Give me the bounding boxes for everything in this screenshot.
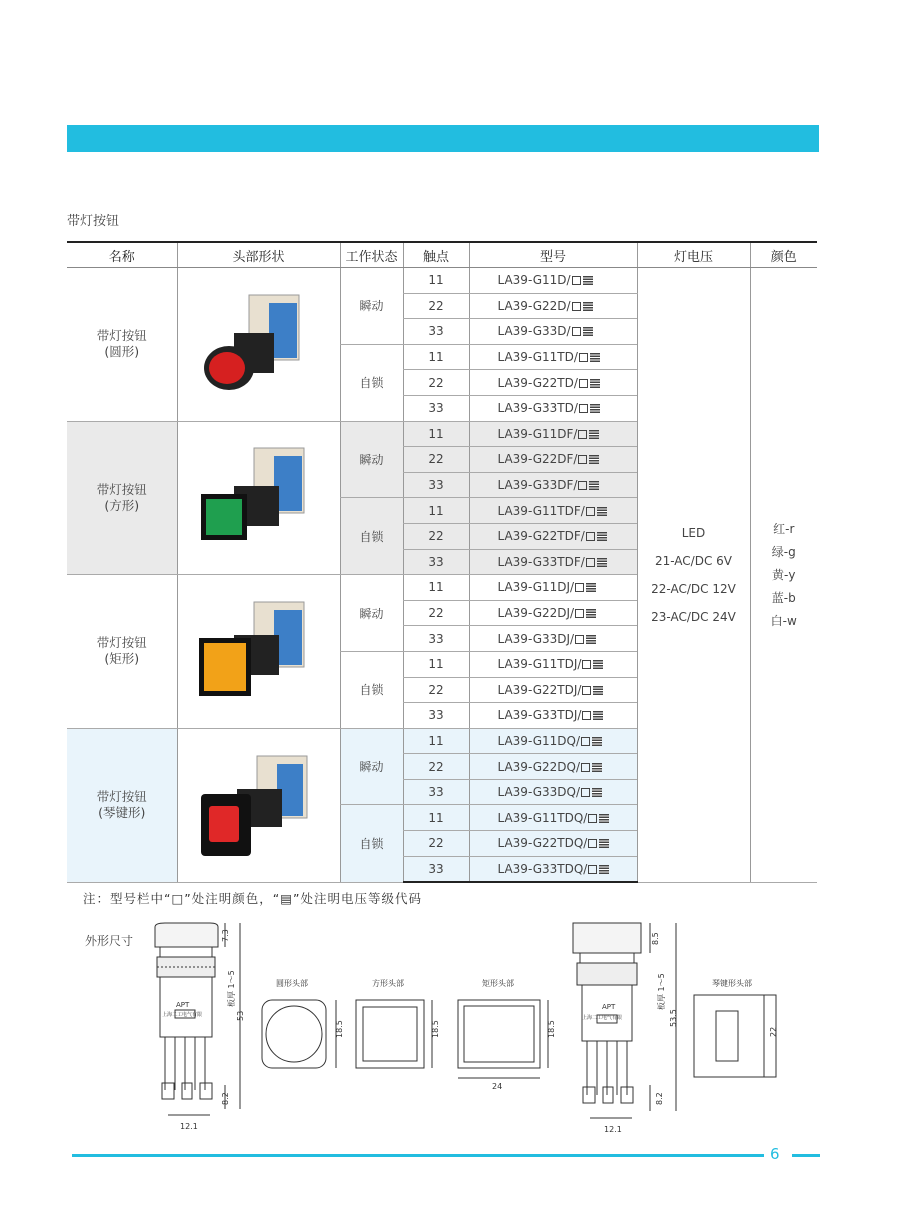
work-state: 自锁 — [340, 344, 403, 421]
model-code: LA39-G22DF/ — [497, 452, 578, 467]
model-code: LA39-G33DJ/ — [497, 631, 575, 646]
model-code: LA39-G22TDQ/ — [497, 836, 588, 851]
col-header-name: 名称 — [67, 242, 177, 268]
col-header-color: 颜色 — [750, 242, 817, 268]
product-name-cell — [67, 268, 177, 422]
dim-thickness-left: 板厚 1～5 — [227, 970, 236, 1007]
color-code-box-icon — [588, 865, 597, 874]
model-code: LA39-G11DJ/ — [497, 580, 575, 595]
model-code: LA39-G22TD/ — [497, 375, 578, 390]
color-code-box-icon — [581, 763, 590, 772]
col-header-voltage: 灯电压 — [637, 242, 750, 268]
voltage-code-box-icon — [599, 865, 609, 874]
contact-count: 22 — [403, 447, 469, 473]
square-head-drawing — [356, 1000, 432, 1068]
rect-head-label: 矩形头部 — [482, 979, 514, 988]
contact-count: 11 — [403, 268, 469, 294]
work-state: 自锁 — [340, 805, 403, 882]
dim-18-5-rect: 18.5 — [547, 1020, 556, 1038]
work-state: 自锁 — [340, 498, 403, 575]
model-code: LA39-G33TD/ — [497, 401, 578, 416]
model-cell — [469, 370, 637, 396]
color-code-box-icon — [586, 558, 595, 567]
color-option: 红-r — [773, 522, 795, 537]
model-cell — [469, 626, 637, 652]
model-code: LA39-G22DJ/ — [497, 606, 575, 621]
round-head-drawing — [262, 1000, 336, 1068]
voltage-code-box-icon — [583, 302, 593, 311]
dim-12-1-right: 12.1 — [604, 1125, 622, 1134]
model-cell — [469, 447, 637, 473]
voltage-code-box-icon — [597, 558, 607, 567]
product-name-cell — [67, 575, 177, 729]
model-cell — [469, 472, 637, 498]
contact-count: 22 — [403, 293, 469, 319]
model-cell — [469, 395, 637, 421]
model-cell — [469, 856, 637, 882]
col-header-contact: 触点 — [403, 242, 469, 268]
page-number: 6 — [770, 1145, 780, 1163]
dim-18-5-square: 18.5 — [431, 1020, 440, 1038]
contact-count: 11 — [403, 805, 469, 831]
head-shape-image — [177, 728, 340, 882]
contact-count: 33 — [403, 549, 469, 575]
product-name-cell — [67, 421, 177, 575]
work-state: 瞬动 — [340, 268, 403, 345]
model-cell — [469, 268, 637, 294]
footer-line-end — [792, 1154, 820, 1157]
model-cell — [469, 779, 637, 805]
col-header-state: 工作状态 — [340, 242, 403, 268]
model-cell — [469, 575, 637, 601]
color-code-box-icon — [588, 814, 597, 823]
model-code: LA39-G33DQ/ — [497, 785, 581, 800]
voltage-code-box-icon — [583, 327, 593, 336]
dim-53-5: 53.5 — [669, 1009, 678, 1027]
color-code-box-icon — [582, 686, 591, 695]
product-shape: (方形) — [104, 497, 140, 513]
contact-count: 22 — [403, 600, 469, 626]
model-note: 注：型号栏中“□”处注明颜色，“▤”处注明电压等级代码 — [83, 891, 423, 906]
side-view-left — [155, 923, 240, 1115]
contact-count: 33 — [403, 472, 469, 498]
contact-count: 33 — [403, 395, 469, 421]
product-name: 带灯按钮 — [96, 635, 147, 651]
color-code-box-icon — [578, 430, 587, 439]
model-cell — [469, 344, 637, 370]
model-cell — [469, 421, 637, 447]
color-option: 绿-g — [771, 545, 796, 560]
model-code: LA39-G11TDQ/ — [497, 810, 588, 825]
voltage-code-box-icon — [590, 379, 600, 388]
model-code: LA39-G11D/ — [497, 273, 571, 288]
color-code-box-icon — [581, 737, 590, 746]
color-code-box-icon — [588, 839, 597, 848]
dimension-drawings — [0, 915, 900, 1145]
voltage-option: 22-AC/DC 12V — [651, 581, 736, 596]
model-code: LA39-G11DF/ — [497, 426, 578, 441]
dim-12-1-left: 12.1 — [180, 1122, 198, 1131]
dim-53: 53 — [236, 1010, 245, 1021]
model-cell — [469, 600, 637, 626]
model-cell — [469, 677, 637, 703]
voltage-code-box-icon — [589, 455, 599, 464]
voltage-option: LED — [681, 525, 706, 540]
voltage-code-box-icon — [599, 814, 609, 823]
model-code: LA39-G11TD/ — [497, 350, 578, 365]
rect-head-drawing — [458, 1000, 548, 1078]
col-header-model: 型号 — [469, 242, 637, 268]
color-code-box-icon — [575, 635, 584, 644]
model-cell — [469, 498, 637, 524]
color-code-box-icon — [586, 507, 595, 516]
model-cell — [469, 523, 637, 549]
voltage-code-box-icon — [592, 788, 602, 797]
header-bar — [67, 125, 819, 152]
maker-mark-right: 上海二工电气有限 — [582, 1015, 623, 1021]
contact-count: 11 — [403, 575, 469, 601]
voltage-option: 21-AC/DC 6V — [654, 553, 733, 568]
contact-count: 22 — [403, 677, 469, 703]
section-title: 带灯按钮 — [67, 214, 120, 229]
voltage-code-box-icon — [589, 481, 599, 490]
model-code: LA39-G33D/ — [497, 324, 571, 339]
contact-count: 33 — [403, 779, 469, 805]
dim-thickness-right: 板厚 1～5 — [657, 973, 666, 1010]
voltage-code-box-icon — [597, 532, 607, 541]
brand-mark-left: APT — [176, 1001, 190, 1009]
contact-count: 22 — [403, 754, 469, 780]
model-code: LA39-G33TDF/ — [497, 554, 585, 569]
product-name: 带灯按钮 — [96, 481, 147, 497]
color-code-box-icon — [582, 660, 591, 669]
dim-22: 22 — [769, 1026, 778, 1037]
product-name-cell — [67, 728, 177, 882]
product-shape: (琴键形) — [98, 805, 146, 821]
color-code-box-icon — [575, 583, 584, 592]
color-code-box-icon — [581, 788, 590, 797]
dim-24: 24 — [492, 1082, 503, 1091]
voltage-option: 23-AC/DC 24V — [651, 609, 736, 624]
color-code-box-icon — [582, 711, 591, 720]
model-cell — [469, 703, 637, 729]
lamp-voltage-cell — [637, 268, 750, 883]
spec-table — [67, 241, 817, 883]
product-shape: (圆形) — [104, 344, 140, 360]
color-cell — [750, 268, 817, 883]
dim-8-5: 8.5 — [651, 932, 660, 945]
model-cell — [469, 805, 637, 831]
product-shape: (矩形) — [104, 651, 140, 667]
contact-count: 33 — [403, 703, 469, 729]
voltage-code-box-icon — [586, 635, 596, 644]
key-head-label: 琴键形头部 — [712, 979, 752, 988]
head-shape-image — [177, 575, 340, 729]
model-code: LA39-G22TDF/ — [497, 529, 585, 544]
model-code: LA39-G22D/ — [497, 298, 571, 313]
dim-18-5-round: 18.5 — [335, 1020, 344, 1038]
col-header-head-shape: 头部形状 — [177, 242, 340, 268]
contact-count: 33 — [403, 626, 469, 652]
contact-count: 11 — [403, 651, 469, 677]
color-code-box-icon — [572, 327, 581, 336]
contact-count: 33 — [403, 856, 469, 882]
contact-count: 11 — [403, 728, 469, 754]
voltage-code-box-icon — [590, 353, 600, 362]
model-code: LA39-G11TDJ/ — [497, 657, 582, 672]
model-code: LA39-G11DQ/ — [497, 733, 581, 748]
color-option: 蓝-b — [771, 591, 796, 606]
color-code-box-icon — [572, 276, 581, 285]
model-code: LA39-G11TDF/ — [497, 503, 585, 518]
model-cell — [469, 549, 637, 575]
voltage-code-box-icon — [586, 609, 596, 618]
voltage-code-box-icon — [593, 711, 603, 720]
voltage-code-box-icon — [583, 276, 593, 285]
color-code-box-icon — [572, 302, 581, 311]
model-cell — [469, 293, 637, 319]
voltage-code-box-icon — [593, 686, 603, 695]
model-code: LA39-G33DF/ — [497, 478, 578, 493]
table-header-row — [67, 242, 817, 268]
dim-8-2-left: 8.2 — [221, 1092, 230, 1105]
voltage-code-box-icon — [593, 660, 603, 669]
contact-count: 11 — [403, 498, 469, 524]
voltage-code-box-icon — [586, 583, 596, 592]
dim-7-3: 7.3 — [221, 929, 230, 942]
model-code: LA39-G33TDQ/ — [497, 861, 588, 876]
head-shape-image — [177, 421, 340, 575]
contact-count: 22 — [403, 523, 469, 549]
head-shape-image — [177, 268, 340, 422]
contact-count: 22 — [403, 370, 469, 396]
voltage-code-box-icon — [597, 507, 607, 516]
work-state: 瞬动 — [340, 728, 403, 805]
color-code-box-icon — [586, 532, 595, 541]
color-code-box-icon — [578, 455, 587, 464]
contact-count: 11 — [403, 344, 469, 370]
voltage-code-box-icon — [589, 430, 599, 439]
color-code-box-icon — [579, 379, 588, 388]
contact-count: 33 — [403, 319, 469, 345]
product-name: 带灯按钮 — [96, 789, 147, 805]
voltage-code-box-icon — [599, 839, 609, 848]
work-state: 瞬动 — [340, 575, 403, 652]
maker-mark-left: 上海二工电气有限 — [162, 1012, 203, 1018]
voltage-code-box-icon — [590, 404, 600, 413]
contact-count: 11 — [403, 421, 469, 447]
voltage-code-box-icon — [592, 737, 602, 746]
voltage-code-box-icon — [592, 763, 602, 772]
model-cell — [469, 831, 637, 857]
dimensions-title: 外形尺寸 — [85, 934, 134, 948]
model-code: LA39-G33TDJ/ — [497, 708, 582, 723]
color-code-box-icon — [579, 353, 588, 362]
table-row — [67, 268, 817, 294]
color-code-box-icon — [579, 404, 588, 413]
key-head-drawing — [694, 995, 776, 1077]
round-head-label: 圆形头部 — [276, 979, 308, 988]
model-cell — [469, 728, 637, 754]
color-code-box-icon — [578, 481, 587, 490]
color-option: 黄-y — [772, 568, 796, 583]
dim-8-2-right: 8.2 — [655, 1092, 664, 1105]
model-code: LA39-G22TDJ/ — [497, 682, 582, 697]
color-option: 白-w — [770, 614, 797, 629]
model-cell — [469, 754, 637, 780]
footer-line — [72, 1154, 764, 1157]
contact-count: 22 — [403, 831, 469, 857]
color-code-box-icon — [575, 609, 584, 618]
work-state: 瞬动 — [340, 421, 403, 498]
model-cell — [469, 319, 637, 345]
model-code: LA39-G22DQ/ — [497, 759, 581, 774]
product-name: 带灯按钮 — [96, 328, 147, 344]
square-head-label: 方形头部 — [372, 979, 404, 988]
model-cell — [469, 651, 637, 677]
work-state: 自锁 — [340, 651, 403, 728]
brand-mark-right: APT — [602, 1003, 616, 1011]
